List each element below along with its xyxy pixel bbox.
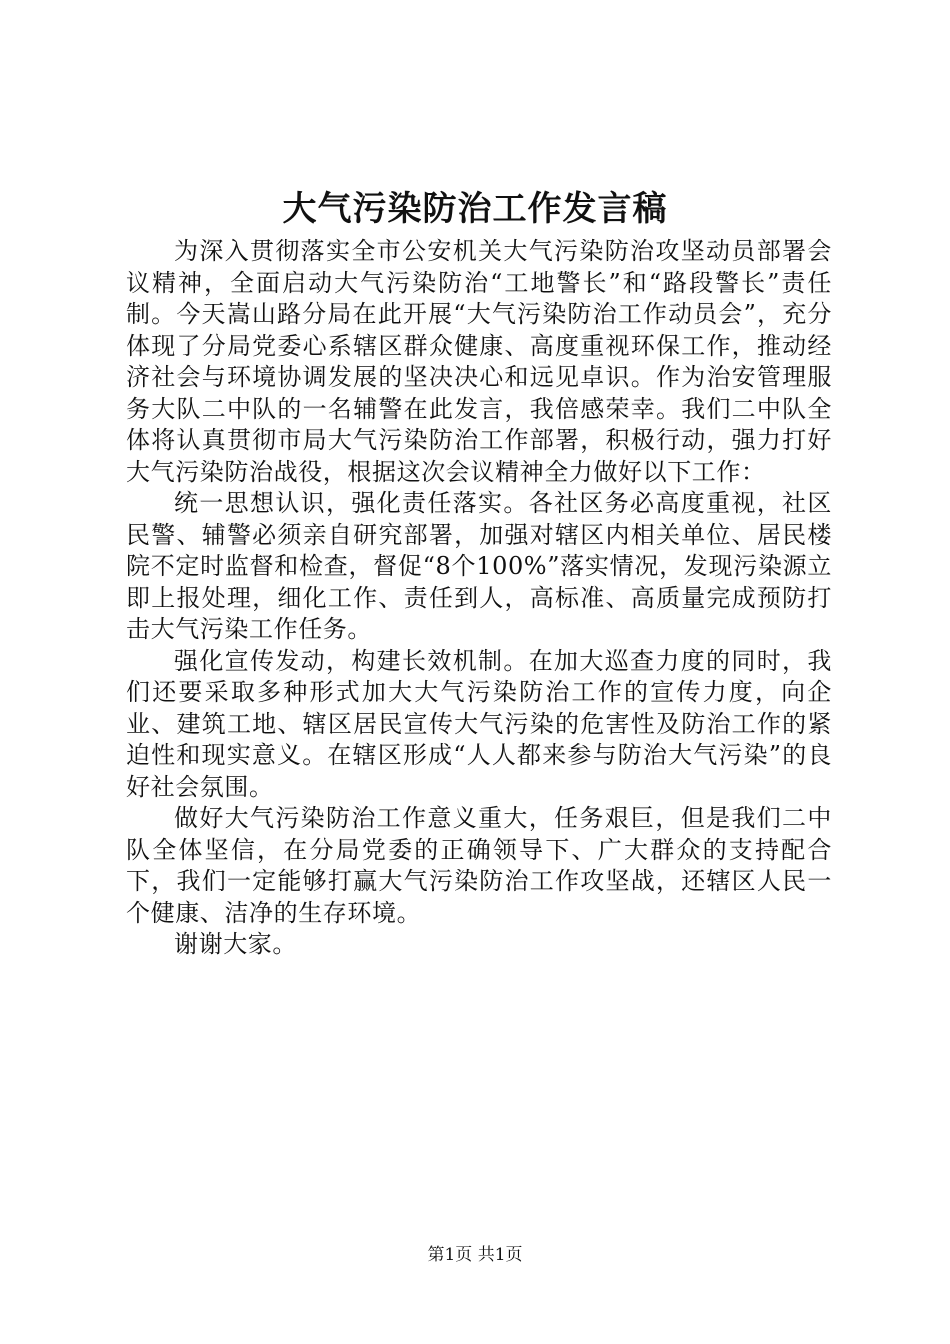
paragraph-thanks: 谢谢大家。: [174, 930, 297, 958]
paragraph-responsibility: 统一思想认识，强化责任落实。各社区务必高度重视，社区民警、辅警必须亲自研究部署，加强对辖区内相关单位、居民楼院不定时监督和检查，督促“8个100%”落实情况，发现污染源立即上报处理，细化工作、责任到人，高标准、高质量完成预防打击大气污染工作任务。: [126, 489, 832, 643]
document-body: [126, 236, 832, 961]
document-title: 大气污染防治工作发言稿: [282, 189, 668, 229]
paragraph-conclusion: 做好大气污染防治工作意义重大，任务艰巨，但是我们二中队全体坚信，在分局党委的正确领导下、广大群众的支持配合下，我们一定能够打赢大气污染防治工作攻坚战，还辖区人民一个健康、洁净的生存环境。: [126, 804, 832, 927]
paragraph-publicity: 强化宣传发动，构建长效机制。在加大巡查力度的同时，我们还要采取多种形式加大大气污染防治工作的宣传力度，向企业、建筑工地、辖区居民宣传大气污染的危害性及防治工作的紧迫性和现实意义。在辖区形成“人人都来参与防治大气污染”的良好社会氛围。: [126, 646, 832, 801]
page-number-footer: 第1页 共1页: [427, 1245, 523, 1265]
paragraph-intro: 为深入贯彻落实全市公安机关大气污染防治攻坚动员部署会议精神，全面启动大气污染防治“工地警长”和“路段警长”责任制。今天嵩山路分局在此开展“大气污染防治工作动员会”，充分体现了分局党委心系辖区群众健康、高度重视环保工作，推动经济社会与环境协调发展的坚决决心和远见卓识。作为治安管理服务大队二中队的一名辅警在此发言，我倍感荣幸。我们二中队全体将认真贯彻市局大气污染防治工作部署，积极行动，强力打好大气污染防治战役，根据这次会议精神全力做好以下工作：: [126, 237, 832, 486]
